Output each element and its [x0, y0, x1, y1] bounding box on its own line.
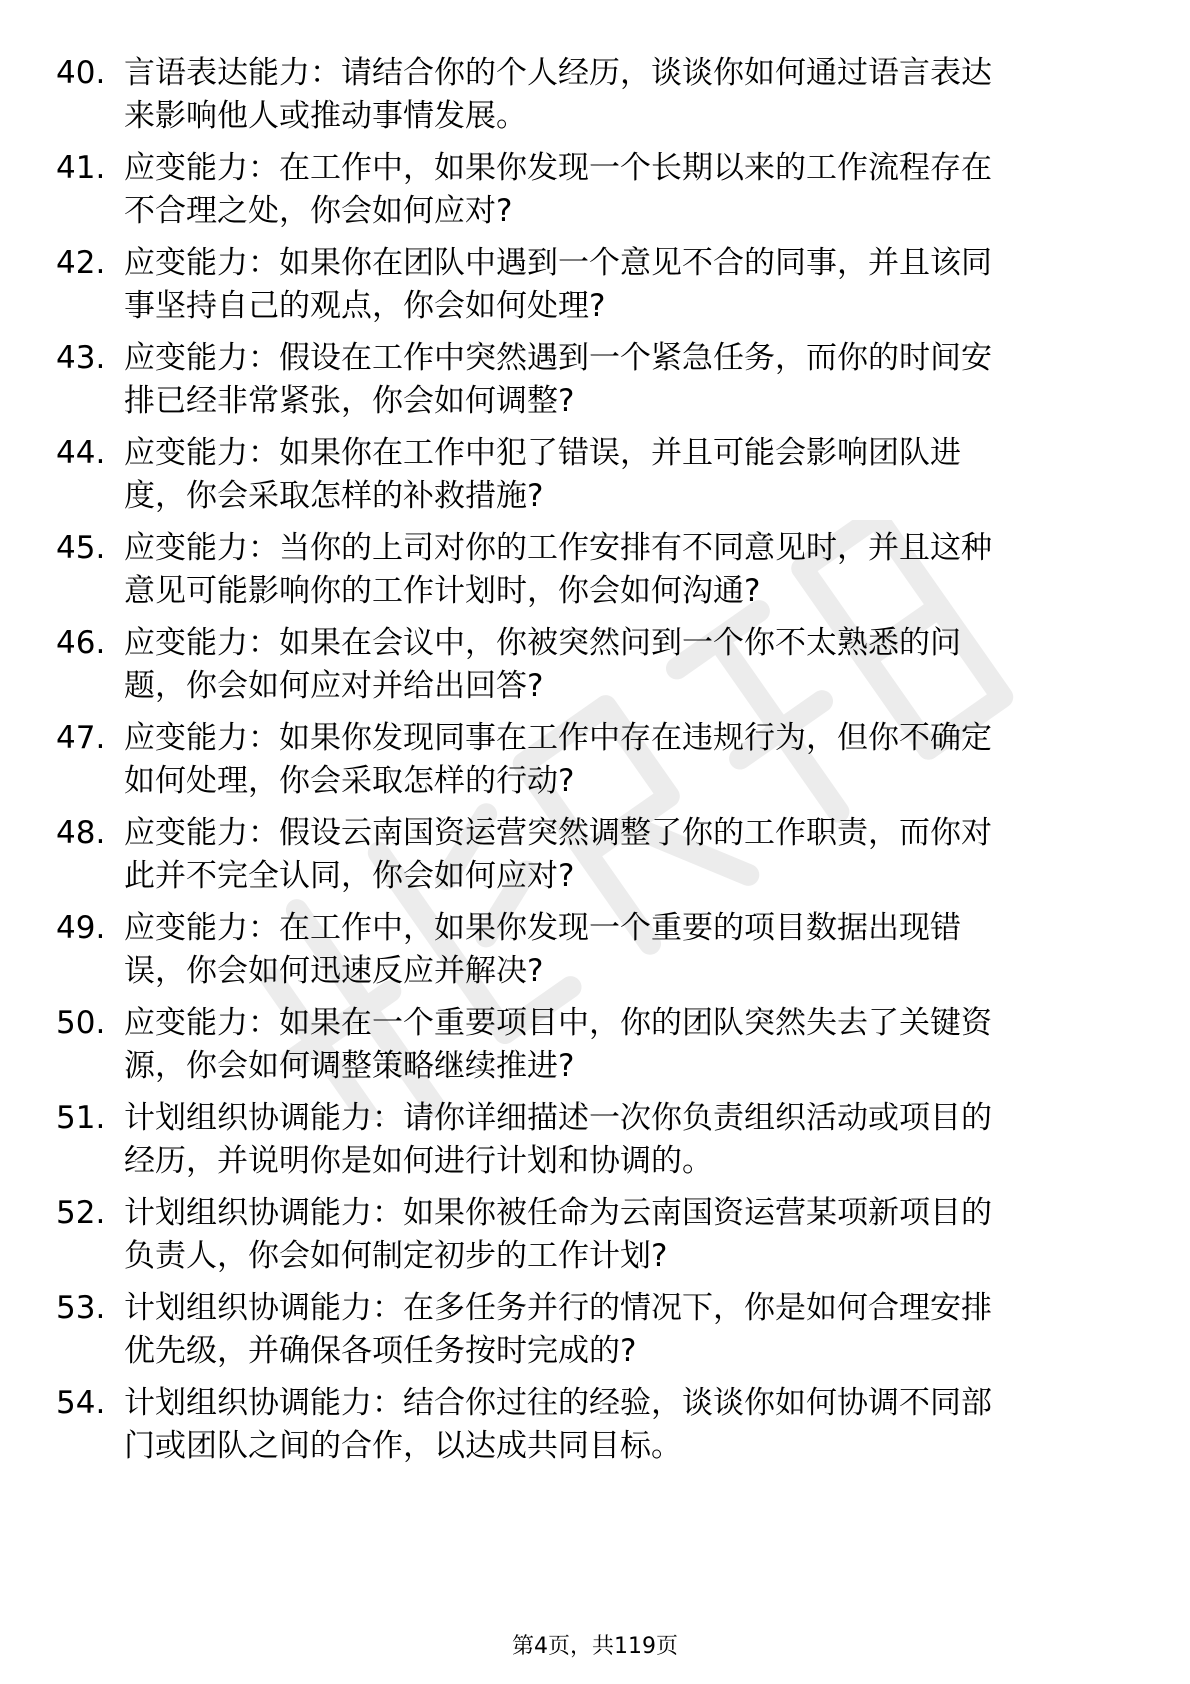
- question-number: 44.: [56, 435, 106, 471]
- question-line: 来影响他人或推动事情发展。: [124, 98, 527, 134]
- question-item: [0, 812, 1190, 907]
- question-number: 46.: [56, 625, 106, 661]
- question-number: 50.: [56, 1005, 106, 1041]
- question-item: [0, 52, 1190, 147]
- question-number: 47.: [56, 720, 106, 756]
- question-number: 48.: [56, 815, 106, 851]
- question-text: [124, 52, 1119, 138]
- question-line: 意见可能影响你的工作计划时，你会如何沟通?: [124, 573, 761, 609]
- question-line: 不合理之处，你会如何应对?: [124, 193, 513, 229]
- question-line: 应变能力：在工作中，如果你发现一个重要的项目数据出现错: [124, 910, 961, 946]
- question-line: 题，你会如何应对并给出回答?: [124, 668, 544, 704]
- question-number: 53.: [56, 1290, 106, 1326]
- question-item: [0, 622, 1190, 717]
- question-line: 源，你会如何调整策略继续推进?: [124, 1048, 575, 1084]
- question-line: 此并不完全认同，你会如何应对?: [124, 858, 575, 894]
- question-text: [124, 1192, 1119, 1278]
- question-line: 计划组织协调能力：在多任务并行的情况下，你是如何合理安排: [124, 1290, 992, 1326]
- question-text: [124, 432, 1119, 518]
- question-number: 49.: [56, 910, 106, 946]
- question-text: [124, 1287, 1119, 1373]
- question-item: [0, 1287, 1190, 1382]
- question-number: 41.: [56, 150, 106, 186]
- question-number: 51.: [56, 1100, 106, 1136]
- question-line: 度，你会采取怎样的补救措施?: [124, 478, 544, 514]
- question-number: 40.: [56, 55, 106, 91]
- question-line: 误，你会如何迅速反应并解决?: [124, 953, 544, 989]
- question-line: 计划组织协调能力：请你详细描述一次你负责组织活动或项目的: [124, 1100, 992, 1136]
- question-line: 应变能力：如果在会议中，你被突然问到一个你不太熟悉的问: [124, 625, 961, 661]
- question-number: 45.: [56, 530, 106, 566]
- question-line: 门或团队之间的合作，以达成共同目标。: [124, 1428, 682, 1464]
- question-text: [124, 812, 1119, 898]
- question-line: 排已经非常紧张，你会如何调整?: [124, 383, 575, 419]
- question-item: [0, 717, 1190, 812]
- question-item: [0, 1192, 1190, 1287]
- question-line: 应变能力：假设云南国资运营突然调整了你的工作职责，而你对: [124, 815, 992, 851]
- question-text: [124, 1002, 1119, 1088]
- question-item: [0, 432, 1190, 527]
- question-text: [124, 1382, 1119, 1468]
- question-item: [0, 1002, 1190, 1097]
- question-line: 优先级，并确保各项任务按时完成的?: [124, 1333, 637, 1369]
- question-line: 事坚持自己的观点，你会如何处理?: [124, 288, 606, 324]
- question-item: [0, 242, 1190, 337]
- question-number: 42.: [56, 245, 106, 281]
- question-text: [124, 907, 1119, 993]
- question-number: 43.: [56, 340, 106, 376]
- page-footer: 第4页，共119页: [512, 1634, 678, 1659]
- question-item: [0, 337, 1190, 432]
- question-item: [0, 907, 1190, 1002]
- question-text: [124, 1097, 1119, 1183]
- question-line: 应变能力：如果你发现同事在工作中存在违规行为，但你不确定: [124, 720, 992, 756]
- question-text: [124, 147, 1119, 233]
- question-line: 言语表达能力：请结合你的个人经历，谈谈你如何通过语言表达: [124, 55, 992, 91]
- question-item: [0, 1382, 1190, 1477]
- question-number: 54.: [56, 1385, 106, 1421]
- question-item: [0, 1097, 1190, 1192]
- question-line: 计划组织协调能力：如果你被任命为云南国资运营某项新项目的: [124, 1195, 992, 1231]
- question-line: 应变能力：假设在工作中突然遇到一个紧急任务，而你的时间安: [124, 340, 992, 376]
- question-item: [0, 147, 1190, 242]
- question-text: [124, 622, 1119, 708]
- question-text: [124, 337, 1119, 423]
- question-line: 应变能力：如果在一个重要项目中，你的团队突然失去了关键资: [124, 1005, 992, 1041]
- question-line: 应变能力：如果你在工作中犯了错误，并且可能会影响团队进: [124, 435, 961, 471]
- question-line: 负责人，你会如何制定初步的工作计划?: [124, 1238, 668, 1274]
- question-line: 应变能力：当你的上司对你的工作安排有不同意见时，并且这种: [124, 530, 992, 566]
- question-text: [124, 717, 1119, 803]
- question-line: 应变能力：如果你在团队中遇到一个意见不合的同事，并且该同: [124, 245, 992, 281]
- question-number: 52.: [56, 1195, 106, 1231]
- question-list: [0, 52, 1190, 1477]
- question-line: 经历，并说明你是如何进行计划和协调的。: [124, 1143, 713, 1179]
- question-line: 应变能力：在工作中，如果你发现一个长期以来的工作流程存在: [124, 150, 992, 186]
- question-text: [124, 527, 1119, 613]
- question-text: [124, 242, 1119, 328]
- question-line: 计划组织协调能力：结合你过往的经验，谈谈你如何协调不同部: [124, 1385, 992, 1421]
- question-item: [0, 527, 1190, 622]
- question-line: 如何处理，你会采取怎样的行动?: [124, 763, 575, 799]
